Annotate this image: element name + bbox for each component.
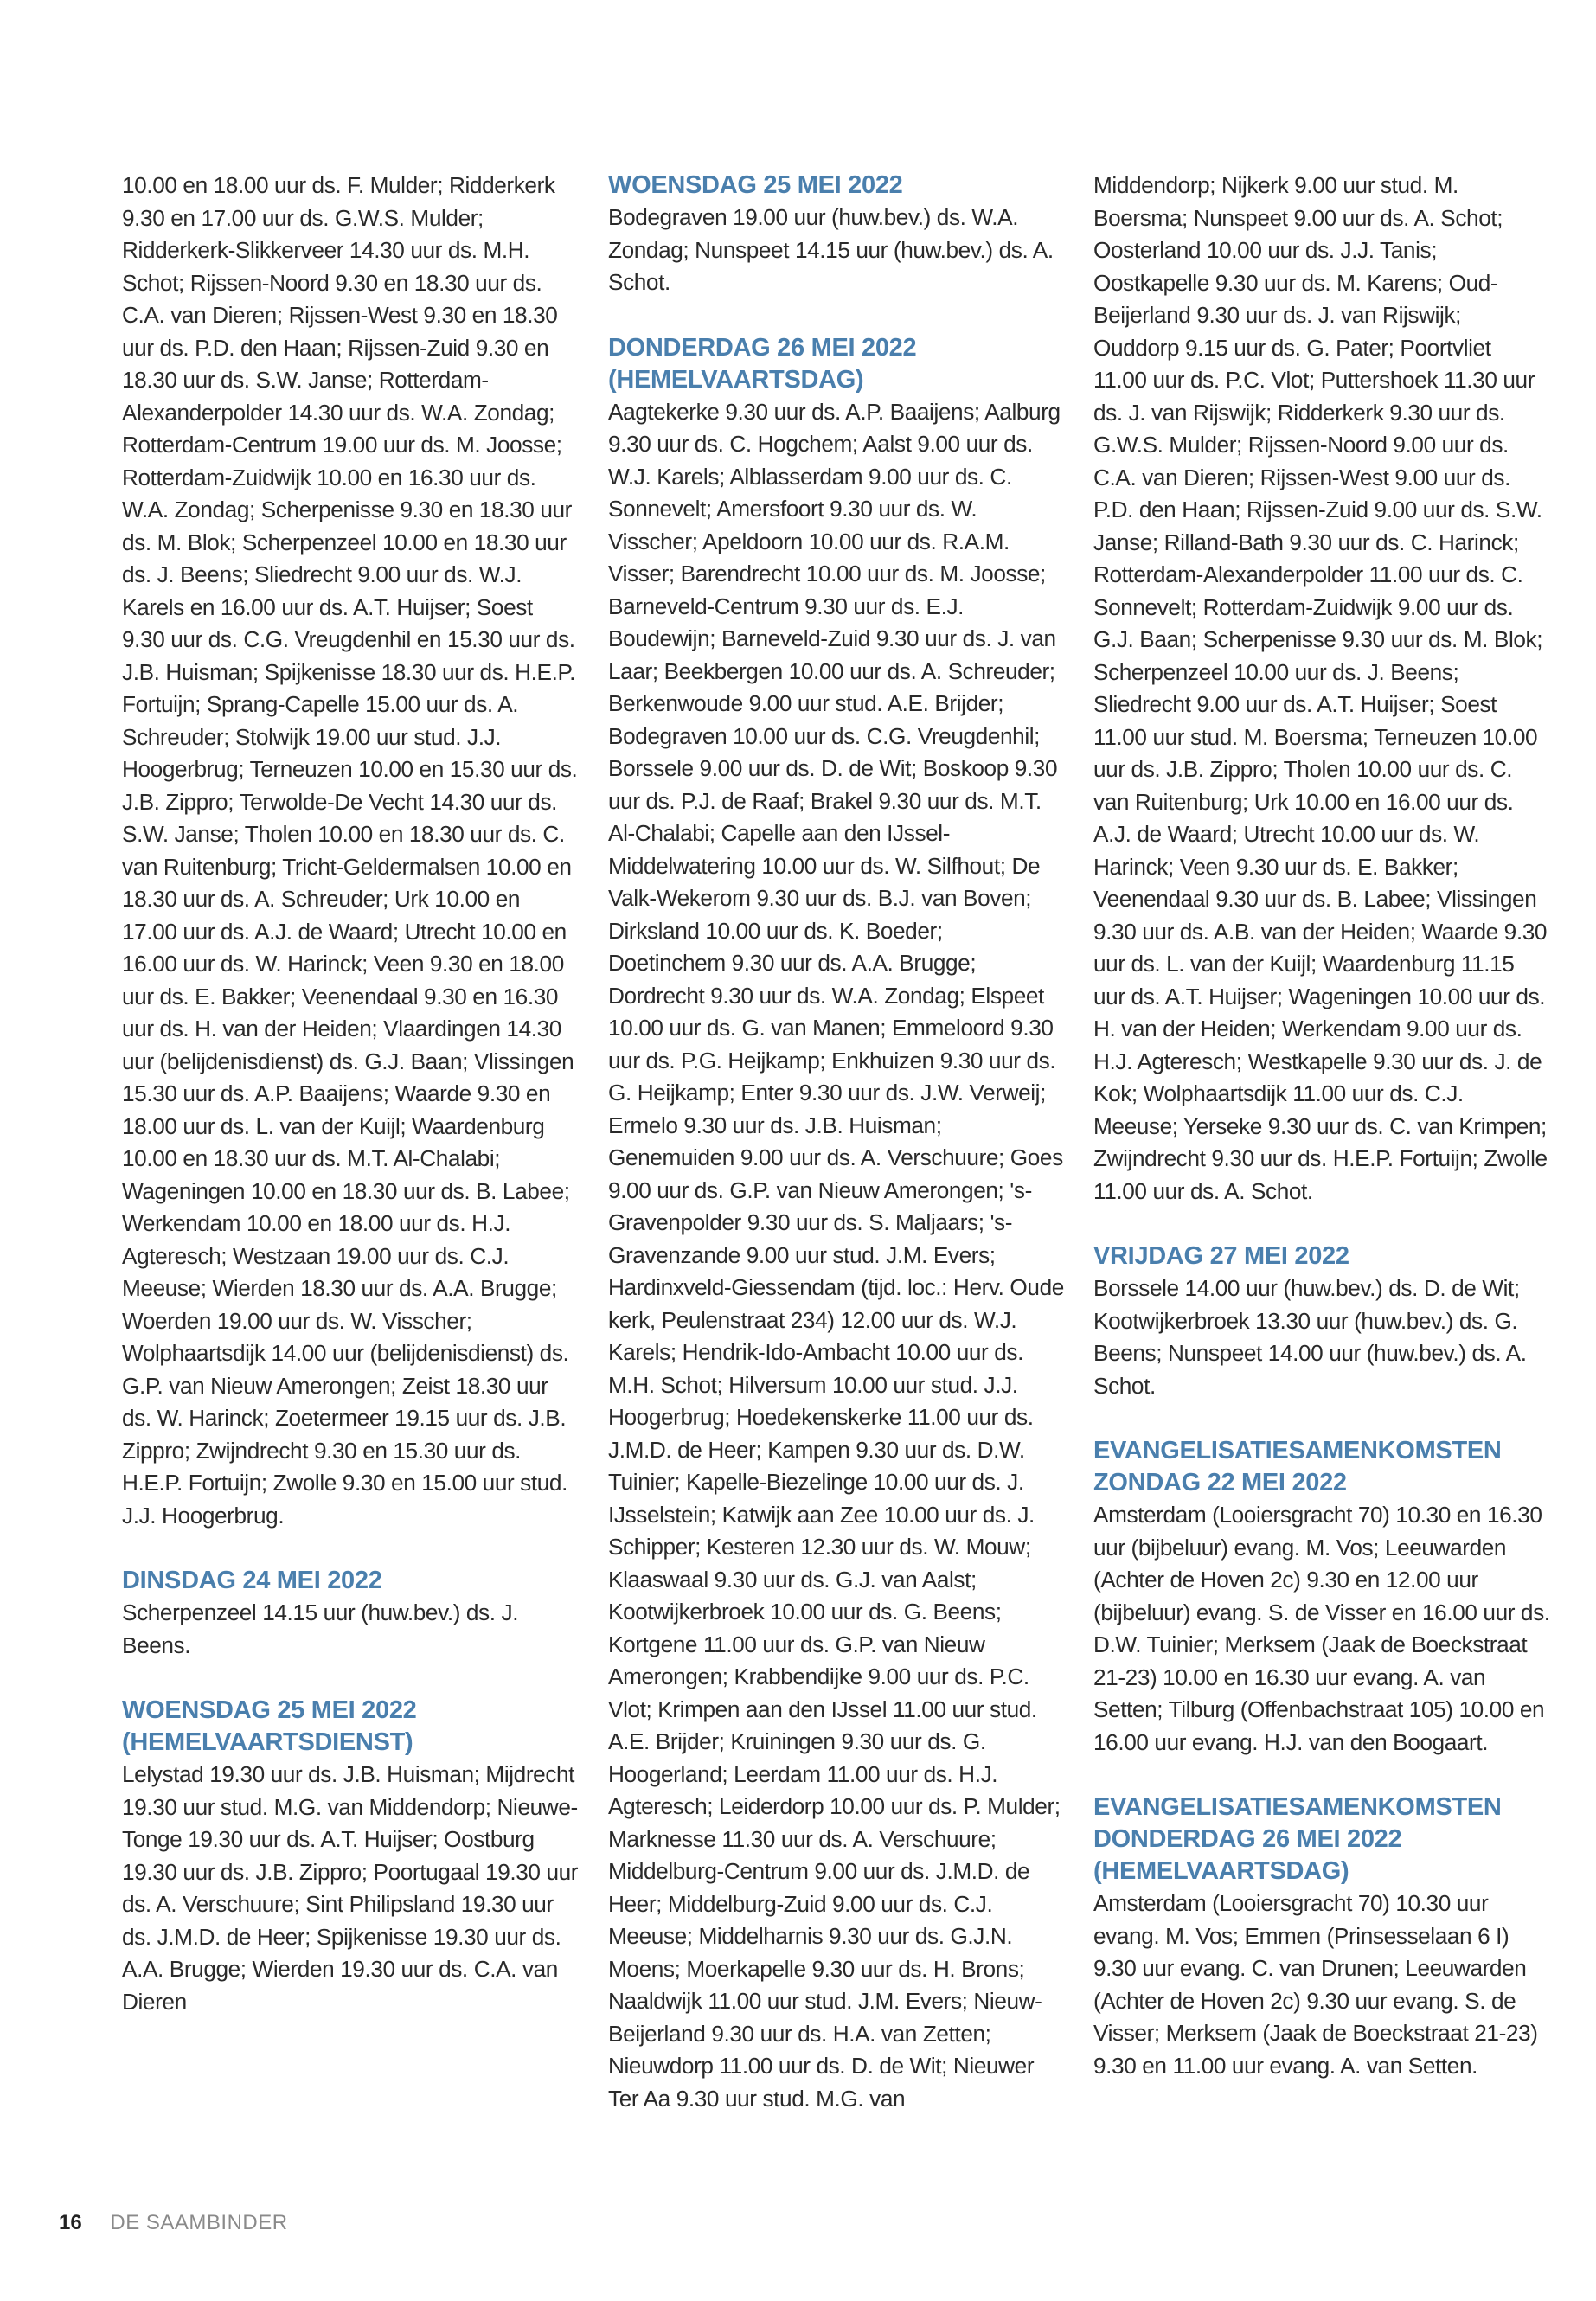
section-body: Lelystad 19.30 uur ds. J.B. Huisman; Mijdrecht 19.30 uur stud. M.G. van Middendorp; Nieuwe-Tonge 19.30 uur ds. A.T. Huijser; Oostburg 19.30 uur ds. J.B. Zippro; Poortugaal 19.30 uur ds. A. Verschuure; Sint Philipsland 19.30 uur ds. J.M.D. de Heer; Spijkenisse 19.30 uur ds. A.A. Brugge; Wierden 19.30 uur ds. C.A. van Dieren	[122, 1761, 579, 2015]
section-heading: VRIJDAG 27 MEI 2022	[1093, 1242, 1349, 1270]
section-body: Middendorp; Nijkerk 9.00 uur stud. M. Boersma; Nunspeet 9.00 uur ds. A. Schot; Oosterland 10.00 uur ds. J.J. Tanis; Oostkapelle 9.30 uur ds. M. Karens; Oud-Beijerland 9.30 uur ds. J. van Rijswijk; Ouddorp 9.15 uur ds. G. Pater; Poortvliet 11.00 uur ds. P.C. Vlot; Puttershoek 11.30 uur ds. J. van Rijswijk; Ridderkerk 9.30 uur ds. G.W.S. Mulder; Rijssen-Noord 9.00 uur ds. C.A. van Dieren; Rijssen-West 9.00 uur ds. P.D. den Haan; Rijssen-Zuid 9.00 uur ds. S.W. Janse; Rilland-Bath 9.30 uur ds. C. Harinck; Rotterdam-Alexanderpolder 11.00 uur ds. C. Sonnevelt; Rotterdam-Zuidwijk 9.00 uur ds. G.J. Baan; Scherpenisse 9.30 uur ds. M. Blok; Scherpenzeel 10.00 uur ds. J. Beens; Sliedrecht 9.00 uur ds. A.T. Huijser; Soest 11.00 uur stud. M. Boersma; Terneuzen 10.00 uur ds. J.B. Zippro; Tholen 10.00 uur ds. C. van Ruitenburg; Urk 10.00 en 16.00 uur ds. A.J. de Waard; Utrecht 10.00 uur ds. W. Harinck; Veen 9.30 uur ds. E. Bakker; Veenendaal 9.30 uur ds. B. Labee; Vlissingen 9.30 uur ds. A.B. van der Heiden; Waarde 9.30 uur ds. L. van der Kuijl; Waardenburg 11.15 uur ds. A.T. Huijser; Wageningen 10.00 uur ds. H. van der Heiden; Werkendam 9.00 uur ds. H.J. Agteresch; Westkapelle 9.30 uur ds. J. de Kok; Wolphaartsdijk 11.00 uur ds. C.J. Meeuse; Yerseke 9.30 uur ds. C. van Krimpen; Zwijndrecht 9.30 uur ds. H.E.P. Fortuijn; Zwolle 11.00 uur ds. A. Schot.	[1093, 172, 1548, 1204]
section-dinsdag-24-mei	[122, 1565, 579, 1662]
section-body: 10.00 en 18.00 uur ds. F. Mulder; Ridderkerk 9.30 en 17.00 uur ds. G.W.S. Mulder; Ridderkerk-Slikkerveer 14.30 uur ds. M.H. Schot; Rijssen-Noord 9.30 en 18.30 uur ds. C.A. van Dieren; Rijssen-West 9.30 en 18.30 uur ds. P.D. den Haan; Rijssen-Zuid 9.30 en 18.30 uur ds. S.W. Janse; Rotterdam-Alexanderpolder 14.30 uur ds. W.A. Zondag; Rotterdam-Centrum 19.00 uur ds. M. Joosse; Rotterdam-Zuidwijk 10.00 en 16.30 uur ds. W.A. Zondag; Scherpenisse 9.30 en 18.30 uur ds. M. Blok; Scherpenzeel 10.00 en 18.30 uur ds. J. Beens; Sliedrecht 9.00 uur ds. W.J. Karels en 16.00 uur ds. A.T. Huijser; Soest 9.30 uur ds. C.G. Vreugdenhil en 15.30 uur ds. J.B. Huisman; Spijkenisse 18.30 uur ds. H.E.P. Fortuijn; Sprang-Capelle 15.00 uur ds. A. Schreuder; Stolwijk 19.00 uur stud. J.J. Hoogerbrug; Terneuzen 10.00 en 15.30 uur ds. J.B. Zippro; Terwolde-De Vecht 14.30 uur ds. S.W. Janse; Tholen 10.00 en 18.30 uur ds. C. van Ruitenburg; Tricht-Geldermalsen 10.00 en 18.30 uur ds. A. Schreuder; Urk 10.00 en 17.00 uur ds. A.J. de Waard; Utrecht 10.00 en 16.00 uur ds. W. Harinck; Veen 9.30 en 18.00 uur ds. E. Bakker; Veenendaal 9.30 en 16.30 uur ds. H. van der Heiden; Vlaardingen 14.30 uur (belijdenisdienst) ds. G.J. Baan; Vlissingen 15.30 uur ds. A.P. Baaijens; Waarde 9.30 en 18.00 uur ds. L. van der Kuijl; Waardenburg 10.00 en 18.30 uur ds. M.T. Al-Chalabi; Wageningen 10.00 en 18.30 uur ds. B. Labee; Werkendam 10.00 en 18.00 uur ds. H.J. Agteresch; Westzaan 19.00 uur ds. C.J. Meeuse; Wierden 18.30 uur ds. A.A. Brugge; Woerden 19.00 uur ds. W. Visscher; Wolphaartsdijk 14.00 uur (belijdenisdienst) ds. G.P. van Nieuw Amerongen; Zeist 18.30 uur ds. W. Harinck; Zoetermeer 19.15 uur ds. J.B. Zippro; Zwijndrecht 9.30 en 15.30 uur ds. H.E.P. Fortuijn; Zwolle 9.30 en 15.00 uur stud. J.J. Hoogerbrug.	[122, 172, 578, 1529]
section-heading: WOENSDAG 25 MEI 2022 (HEMELVAARTSDIENST)	[122, 1696, 417, 1756]
column-3	[1093, 170, 1550, 2115]
section-heading: DONDERDAG 26 MEI 2022 (HEMELVAARTSDAG)	[608, 333, 917, 394]
section-evangelisatie-donderdag-26-mei	[1093, 1791, 1550, 2082]
section-body: Scherpenzeel 14.15 uur (huw.bev.) ds. J. Beens.	[122, 1599, 519, 1658]
section-body: Bodegraven 19.00 uur (huw.bev.) ds. W.A. Zondag; Nunspeet 14.15 uur (huw.bev.) ds. A. Schot.	[608, 204, 1054, 295]
section-donderdag-26-mei-hemelvaartsdag	[608, 332, 1065, 2116]
section-body: Aagtekerke 9.30 uur ds. A.P. Baaijens; Aalburg 9.30 uur ds. C. Hogchem; Aalst 9.00 uur ds. W.J. Karels; Alblasserdam 9.00 uur ds. C. Sonnevelt; Amersfoort 9.30 uur ds. W. Visscher; Apeldoorn 10.00 uur ds. R.A.M. Visser; Barendrecht 10.00 uur ds. M. Joosse; Barneveld-Centrum 9.30 uur ds. E.J. Boudewijn; Barneveld-Zuid 9.30 uur ds. J. van Laar; Beekbergen 10.00 uur ds. A. Schreuder; Berkenwoude 9.00 uur stud. A.E. Brijder; Bodegraven 10.00 uur ds. C.G. Vreugdenhil; Borssele 9.00 uur ds. D. de Wit; Boskoop 9.30 uur ds. P.J. de Raaf; Brakel 9.30 uur ds. M.T. Al-Chalabi; Capelle aan den IJssel-Middelwatering 10.00 uur ds. W. Silfhout; De Valk-Wekerom 9.30 uur ds. B.J. van Boven; Dirksland 10.00 uur ds. K. Boeder; Doetinchem 9.30 uur ds. A.A. Brugge; Dordrecht 9.30 uur ds. W.A. Zondag; Elspeet 10.00 uur ds. G. van Manen; Emmeloord 9.30 uur ds. P.G. Heijkamp; Enkhuizen 9.30 uur ds. G. Heijkamp; Enter 9.30 uur ds. J.W. Verweij; Ermelo 9.30 uur ds. J.B. Huisman; Genemuiden 9.00 uur ds. A. Verschuure; Goes 9.00 uur ds. G.P. van Nieuw Amerongen; 's-Gravenpolder 9.30 uur ds. S. Maljaars; 's-Gravenzande 9.00 uur stud. J.M. Evers; Hardinxveld-Giessendam (tijd. loc.: Herv. Oude kerk, Peulenstraat 234) 12.00 uur ds. W.J. Karels; Hendrik-Ido-Ambacht 10.00 uur ds. M.H. Schot; Hilversum 10.00 uur stud. J.J. Hoogerbrug; Hoedekenskerke 11.00 uur ds. J.M.D. de Heer; Kampen 9.30 uur ds. D.W. Tuinier; Kapelle-Biezelinge 10.00 uur ds. J. IJsselstein; Katwijk aan Zee 10.00 uur ds. J. Schipper; Kesteren 12.30 uur ds. W. Mouw; Klaaswaal 9.30 uur ds. G.J. van Aalst; Kootwijkerbroek 10.00 uur ds. G. Beens; Kortgene 11.00 uur ds. G.P. van Nieuw Amerongen; Krabbendijke 9.00 uur ds. P.C. Vlot; Krimpen aan den IJssel 11.00 uur stud. A.E. Brijder; Kruiningen 9.30 uur ds. G. Hoogerland; Leerdam 11.00 uur ds. H.J. Agteresch; Leiderdorp 10.00 uur ds. P. Mulder; Marknesse 11.30 uur ds. A. Verschuure; Middelburg-Centrum 9.00 uur ds. J.M.D. de Heer; Middelburg-Zuid 9.00 uur ds. C.J. Meeuse; Middelharnis 9.30 uur ds. G.J.N. Moens; Moerkapelle 9.30 uur ds. H. Brons; Naaldwijk 11.00 uur stud. J.M. Evers; Nieuw-Beijerland 9.30 uur ds. H.A. van Zetten; Nieuwdorp 11.00 uur ds. D. de Wit; Nieuwer Ter Aa 9.30 uur stud. M.G. van	[608, 398, 1064, 2112]
section-woensdag-25-mei-hemelvaartsdienst	[122, 1695, 579, 2018]
section-heading: WOENSDAG 25 MEI 2022	[608, 171, 903, 199]
section-vrijdag-27-mei	[1093, 1240, 1550, 1402]
publication-name: DE SAAMBINDER	[110, 2211, 288, 2234]
section-heading: EVANGELISATIESAMENKOMSTEN ZONDAG 22 MEI 2022	[1093, 1437, 1502, 1497]
section-heading: DINSDAG 24 MEI 2022	[122, 1567, 382, 1594]
page-number: 16	[59, 2211, 82, 2234]
section-heading: EVANGELISATIESAMENKOMSTEN DONDERDAG 26 MEI 2022 (HEMELVAARTSDAG)	[1093, 1793, 1502, 1885]
section-body: Amsterdam (Looiersgracht 70) 10.30 uur evang. M. Vos; Emmen (Prinsesselaan 6 I) 9.30 uur evang. C. van Drunen; Leeuwarden (Achter de Hoven 2c) 9.30 uur evang. S. de Visser; Merksem (Jaak de Boeckstraat 21-23) 9.30 en 11.00 uur evang. A. van Setten.	[1093, 1890, 1538, 2079]
section-continued-sunday	[122, 170, 579, 1532]
section-body: Borssele 14.00 uur (huw.bev.) ds. D. de Wit; Kootwijkerbroek 13.30 uur (huw.bev.) ds. G. Beens; Nunspeet 14.00 uur (huw.bev.) ds. A. Schot.	[1093, 1275, 1527, 1399]
page-footer	[59, 2210, 288, 2236]
column-2	[608, 170, 1065, 2148]
section-woensdag-25-mei	[608, 170, 1065, 299]
section-continued-hemelvaartsdag	[1093, 170, 1550, 1208]
column-1	[122, 170, 579, 2051]
section-body: Amsterdam (Looiersgracht 70) 10.30 en 16.30 uur (bijbeluur) evang. M. Vos; Leeuwarden (Achter de Hoven 2c) 9.30 en 12.00 uur (bijbeluur) evang. S. de Visser en 16.00 uur ds. D.W. Tuinier; Merksem (Jaak de Boeckstraat 21-23) 10.00 en 16.30 uur evang. A. van Setten; Tilburg (Offenbachstraat 105) 10.00 en 16.00 uur evang. H.J. van den Boogaart.	[1093, 1502, 1550, 1755]
section-evangelisatie-zondag-22-mei	[1093, 1435, 1550, 1759]
